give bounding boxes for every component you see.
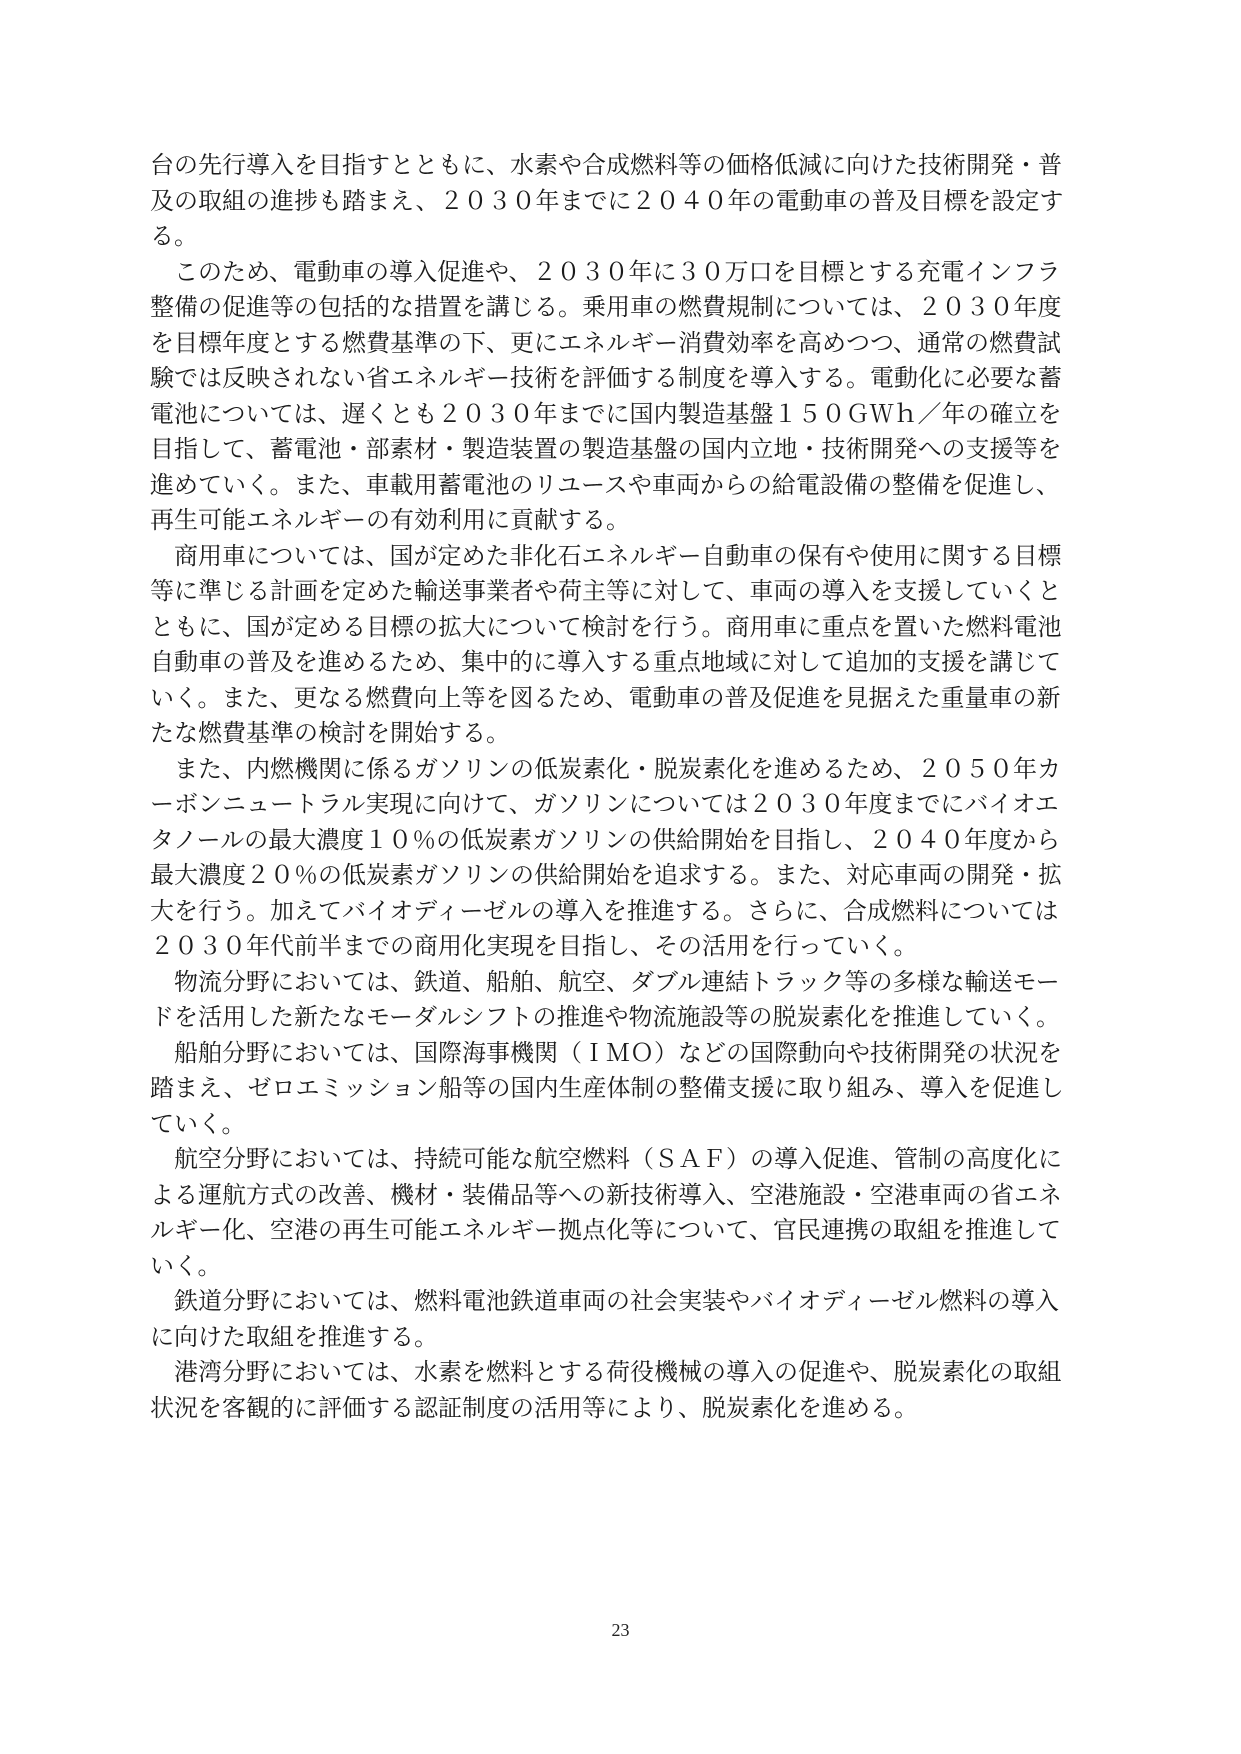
text-line: 目指して、蓄電池・部素材・製造装置の製造基盤の国内立地・技術開発への支援等を <box>150 435 1062 463</box>
text-line: 整備の促進等の包括的な措置を講じる。乗用車の燃費規制については、２０３０年度 <box>150 293 1062 321</box>
text-line: よる運航方式の改善、機材・装備品等への新技術導入、空港施設・空港車両の省エネ <box>150 1180 1062 1209</box>
paragraph <box>150 148 1098 255</box>
text-line: に向けた取組を推進する。 <box>150 1322 438 1351</box>
text-line: 再生可能エネルギーの有効利用に貢献する。 <box>150 506 630 534</box>
text-line: 船舶分野においては、国際海事機関（ＩＭＯ）などの国際動向や技術開発の状況を <box>150 1038 1062 1067</box>
text-line: 港湾分野においては、水素を燃料とする荷役機械の導入の促進や、脱炭素化の取組 <box>150 1358 1062 1386</box>
paragraph <box>150 752 1098 965</box>
text-line: 電池については、遅くとも２０３０年までに国内製造基盤１５０ＧＷｈ／年の確立を <box>150 399 1062 428</box>
paragraph <box>150 1036 1098 1143</box>
text-line: ていく。 <box>150 1109 246 1138</box>
text-line: タノールの最大濃度１０％の低炭素ガソリンの供給開始を目指し、２０４０年度から <box>150 825 1061 854</box>
text-line: 商用車については、国が定めた非化石エネルギー自動車の保有や使用に関する目標 <box>150 541 1062 570</box>
text-line: いく。また、更なる燃費向上等を図るため、電動車の普及促進を見据えた重量車の新 <box>150 683 1061 712</box>
text-line: ルギー化、空港の再生可能エネルギー拠点化等について、官民連携の取組を推進して <box>150 1216 1062 1244</box>
text-line: 等に準じる計画を定めた輸送事業者や荷主等に対して、車両の導入を支援していくと <box>150 577 1062 605</box>
paragraph <box>150 539 1098 752</box>
paragraph <box>150 1284 1098 1355</box>
text-line: 航空分野においては、持続可能な航空燃料（ＳＡＦ）の導入促進、管制の高度化に <box>150 1145 1062 1173</box>
text-line: また、内燃機関に係るガソリンの低炭素化・脱炭素化を進めるため、２０５０年カ <box>150 754 1062 783</box>
paragraph <box>150 1142 1098 1284</box>
text-line: ーボンニュートラル実現に向けて、ガソリンについては２０３０年度までにバイオエ <box>150 790 1059 818</box>
text-line: たな燃費基準の検討を開始する。 <box>150 719 510 747</box>
paragraph <box>150 1355 1098 1426</box>
text-line: ドを活用した新たなモーダルシフトの推進や物流施設等の脱炭素化を推進していく。 <box>150 1003 1060 1031</box>
text-line: 物流分野においては、鉄道、船舶、航空、ダブル連結トラック等の多様な輸送モー <box>150 967 1060 996</box>
text-line: ２０３０年代前半までの商用化実現を目指し、その活用を行っていく。 <box>150 932 918 960</box>
text-line: 大を行う。加えてバイオディーゼルの導入を推進する。さらに、合成燃料については <box>150 896 1059 925</box>
text-line: いく。 <box>150 1251 222 1280</box>
paragraph <box>150 255 1098 539</box>
text-line: 踏まえ、ゼロエミッション船等の国内生産体制の整備支援に取り組み、導入を促進し <box>150 1074 1064 1102</box>
body-text <box>150 148 1098 1426</box>
text-line: 及の取組の進捗も踏まえ、２０３０年までに２０４０年の電動車の普及目標を設定す <box>150 186 1064 215</box>
text-line: このため、電動車の導入促進や、２０３０年に３０万口を目標とする充電インフラ <box>150 257 1061 286</box>
text-line: 鉄道分野においては、燃料電池鉄道車両の社会実装やバイオディーゼル燃料の導入 <box>150 1287 1059 1315</box>
paragraph <box>150 965 1098 1036</box>
text-line: 状況を客観的に評価する認証制度の活用等により、脱炭素化を進める。 <box>150 1393 918 1422</box>
text-line: 台の先行導入を目指すとともに、水素や合成燃料等の価格低減に向けた技術開発・普 <box>150 151 1062 179</box>
page-number: 23 <box>611 1620 630 1640</box>
text-line: 験では反映されない省エネルギー技術を評価する制度を導入する。電動化に必要な蓄 <box>150 364 1062 392</box>
text-line: ともに、国が定める目標の拡大について検討を行う。商用車に重点を置いた燃料電池 <box>150 612 1062 641</box>
text-line: 最大濃度２０％の低炭素ガソリンの供給開始を追求する。また、対応車両の開発・拡 <box>150 861 1062 889</box>
text-line: を目標年度とする燃費基準の下、更にエネルギー消費効率を高めつつ、通常の燃費試 <box>150 328 1062 357</box>
text-line: 進めていく。また、車載用蓄電池のリユースや車両からの給電設備の整備を促進し、 <box>150 470 1060 499</box>
text-line: 自動車の普及を進めるため、集中的に導入する重点地域に対して追加的支援を講じて <box>150 648 1062 676</box>
text-line: る。 <box>150 222 198 250</box>
